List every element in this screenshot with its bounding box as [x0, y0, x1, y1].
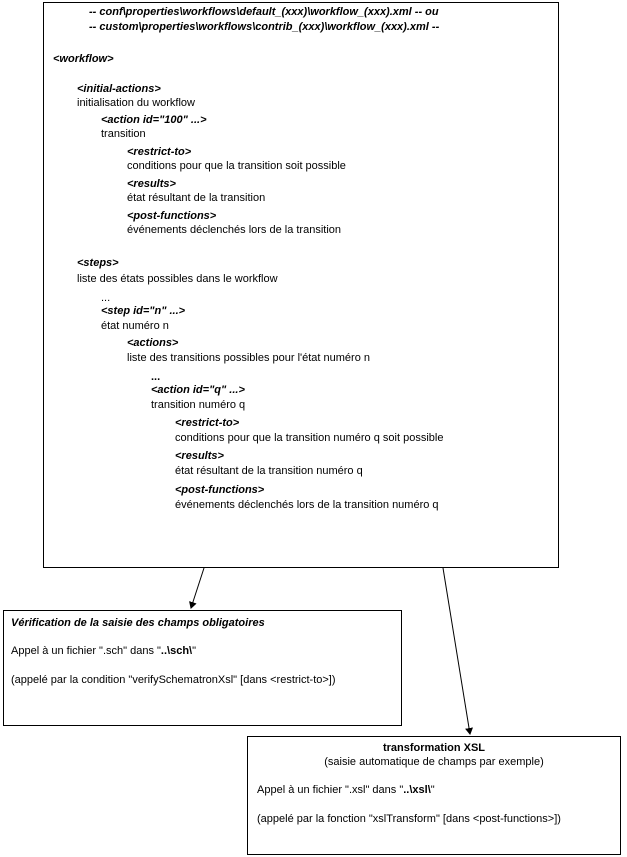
initial-actions-desc: initialisation du workflow [77, 97, 195, 109]
action-q-desc: transition numéro q [151, 399, 246, 411]
steps-desc: liste des états possibles dans le workflow [77, 273, 278, 285]
arrow-to-verification [191, 568, 204, 608]
verification-call-line: Appel à un fichier ".sch" dans "..\sch\" [11, 645, 197, 657]
post-functions-desc: événements déclenchés lors de la transition [127, 224, 342, 236]
verification-title: Vérification de la saisie des champs obligatoires [11, 617, 265, 629]
post-functions-desc: événements déclenchés lors de la transition numéro q [175, 499, 439, 511]
action-q-tag: <action id="q" ...> [151, 384, 245, 396]
restrict-to-tag: <restrict-to> [175, 417, 240, 429]
xsl-called-by: (appelé par la fonction "xslTransform" [dans <post-functions>]) [257, 813, 561, 825]
results-tag: <results> [127, 178, 176, 190]
initial-actions-tag: <initial-actions> [77, 83, 161, 95]
restrict-to-desc: conditions pour que la transition soit possible [127, 160, 346, 172]
step-desc: état numéro n [101, 320, 169, 332]
post-functions-tag: <post-functions> [175, 484, 265, 496]
arrow-to-xsl [443, 568, 470, 734]
step-tag: <step id="n" ...> [101, 305, 186, 317]
results-desc: état résultant de la transition numéro q [175, 465, 363, 477]
results-desc: état résultant de la transition [127, 192, 266, 204]
workflow-xml-box [43, 2, 559, 568]
xsl-transformation-box [247, 736, 621, 855]
ellipsis: ... [151, 371, 161, 383]
results-tag: <results> [175, 450, 224, 462]
restrict-to-desc: conditions pour que la transition numéro q soit possible [175, 432, 444, 444]
action-100-desc: transition [101, 128, 146, 140]
steps-tag: <steps> [77, 257, 119, 269]
restrict-to-tag: <restrict-to> [127, 146, 192, 158]
xsl-call-line: Appel à un fichier ".xsl" dans "..\xsl\" [257, 784, 435, 796]
workflow-tag: <workflow> [53, 53, 114, 65]
header-path-default: -- conf\properties\workflows\default_(xxx)\workflow_(xxx).xml -- ou [89, 6, 439, 18]
header-path-custom: -- custom\properties\workflows\contrib_(xxx)\workflow_(xxx).xml -- [89, 21, 440, 33]
verification-called-by: (appelé par la condition "verifySchematronXsl" [dans <restrict-to>]) [11, 674, 336, 686]
ellipsis: ... [101, 292, 111, 304]
verification-box [3, 610, 402, 726]
xsl-title: transformation XSL [382, 742, 486, 754]
post-functions-tag: <post-functions> [127, 210, 217, 222]
actions-tag: <actions> [127, 337, 179, 349]
action-100-tag: <action id="100" ...> [101, 114, 207, 126]
xsl-subtitle: (saisie automatique de champs par exemple) [324, 756, 544, 768]
actions-desc: liste des transitions possibles pour l'état numéro n [127, 352, 371, 364]
